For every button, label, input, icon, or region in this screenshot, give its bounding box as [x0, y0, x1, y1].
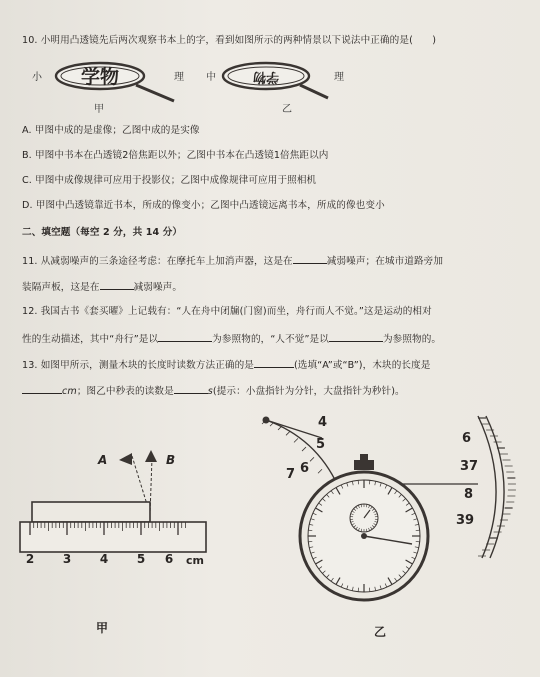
minute-scale-arc [266, 420, 338, 486]
minute-scale-tick [318, 469, 322, 473]
ruler-label-4: 4 [99, 552, 109, 566]
ruler-labels [26, 552, 204, 567]
lens-right-outside-left-text: 中 [206, 72, 216, 83]
lens-right-handle [300, 85, 328, 98]
second-scale-ticks [478, 418, 516, 556]
lens-left-magnified-text: 学物 [80, 66, 120, 88]
minute-scale-tick [294, 438, 298, 442]
q11-line1 [22, 253, 443, 268]
ruler-label-3: 3 [62, 552, 72, 566]
eye-b-label: B [166, 453, 176, 467]
q11-blank-2[interactable] [100, 279, 134, 290]
q12-text-2a: 性的生动描述，其中“舟行”是以 [22, 334, 159, 345]
eye-a-icon [119, 453, 132, 465]
q13-text-2b: (提示：小盘指针为分针，大盘指针为秒针)。 [212, 386, 405, 397]
q12-line2 [22, 331, 441, 346]
second-scale-arc-outer [486, 416, 504, 558]
q10-option-c: C. 甲图中成像规律可应用于投影仪；乙图中成像规律可应用于照相机 [22, 175, 317, 186]
q12-blank-2[interactable] [329, 331, 383, 342]
q13-blank-2[interactable] [22, 383, 62, 394]
ruler-unit: cm [186, 554, 204, 567]
eye-b-icon [145, 450, 157, 462]
minute-scale-tick [310, 457, 314, 461]
eye-a-label: A [98, 453, 108, 467]
second-scale-6: 6 [462, 431, 472, 446]
ruler-label-2: 2 [25, 552, 35, 566]
figure-jia-ruler [14, 436, 214, 646]
stopwatch-center-hub [361, 533, 367, 539]
q11-text-2b: 减弱噪声。 [133, 282, 183, 293]
q11-text-1b: 减弱噪声；在城市道路旁加 [326, 256, 444, 267]
minute-scale-5: 5 [316, 437, 326, 452]
second-scale-8: 8 [464, 487, 474, 502]
q10-option-a: A. 甲图中成的是虚像；乙图中成的是实像 [22, 125, 200, 136]
ruler-label-5: 5 [136, 552, 146, 566]
second-scale-arc [478, 416, 496, 558]
section-2-title: 二、填空题（每空 2 分，共 14 分） [22, 227, 183, 238]
minute-scale-tick [302, 447, 306, 451]
minute-scale-7: 7 [286, 467, 296, 482]
q10-stem: 10. 小明用凸透镜先后两次观察书本上的字，看到如图所示的两种情景以下说法中正确的是( ) [22, 35, 437, 46]
lens-left-outside-left-text: 小 [32, 72, 42, 83]
q10-option-d: D. 甲图中凸透镜靠近书本，所成的像变小；乙图中凸透镜远离书本，所成的像也变小 [22, 200, 385, 211]
q13-blank-3[interactable] [174, 383, 208, 394]
stopwatch-button [360, 454, 368, 460]
second-scale-37: 37 [460, 459, 479, 474]
lens-right-inverted-text: 学物 [252, 69, 280, 84]
stopwatch-crown [354, 460, 374, 470]
lens-left-handle [136, 85, 174, 101]
lens-left-outside-right-text: 理 [174, 72, 184, 83]
lens-right-outside-right-text: 理 [334, 72, 344, 83]
lens-left-label: 甲 [94, 104, 104, 115]
q13-text-1b: (选填“A”或“B”)，木块的长度是 [293, 360, 431, 371]
q12-text-2b: 为参照物的，“人不觉”是以 [212, 334, 329, 345]
q13-unit-s: s [207, 386, 213, 397]
q12-blank-1[interactable] [158, 331, 212, 342]
lens-right-label: 乙 [282, 104, 292, 115]
figure-yi-label: 乙 [374, 625, 387, 639]
ruler-label-6: 6 [164, 552, 174, 566]
q10-option-b: B. 甲图中书本在凸透镜2倍焦距以外；乙图中书本在凸透镜1倍焦距以内 [22, 150, 329, 161]
q12-text-2c: 为参照物的。 [382, 334, 442, 345]
q13-text-1a: 13. 如图甲所示，测量木块的长度时读数方法正确的是 [22, 360, 254, 371]
minute-scale-4: 4 [318, 415, 328, 430]
q13-line2 [22, 383, 405, 398]
figure-yi-stopwatch [256, 408, 536, 648]
q13-unit-cm: cm [62, 386, 77, 397]
q12-line1: 12. 我国古书《套买曜》上记载有：“人在舟中闭牖(门窗)而坐，舟行而人不觉。”这是运动的相对 [22, 306, 432, 317]
q13-blank-1[interactable] [254, 357, 294, 368]
q11-line2 [22, 279, 182, 294]
wood-block [32, 502, 150, 522]
q13-line1 [22, 357, 431, 372]
q10-lens-figure [28, 56, 378, 116]
minute-scale-6: 6 [300, 461, 310, 476]
figure-jia-label: 甲 [96, 621, 109, 635]
q11-blank-1[interactable] [293, 253, 327, 264]
q11-text-1a: 11. 从减弱噪声的三条途径考虑：在摩托车上加消声器，这是在 [22, 256, 293, 267]
q13-text-2a: ；图乙中秒表的读数是 [76, 386, 174, 397]
q11-text-2a: 装隔声板，这是在 [22, 282, 100, 293]
minute-scale-tick [286, 431, 290, 435]
minute-scale-pointer [266, 420, 322, 438]
second-scale-39: 39 [456, 513, 475, 528]
